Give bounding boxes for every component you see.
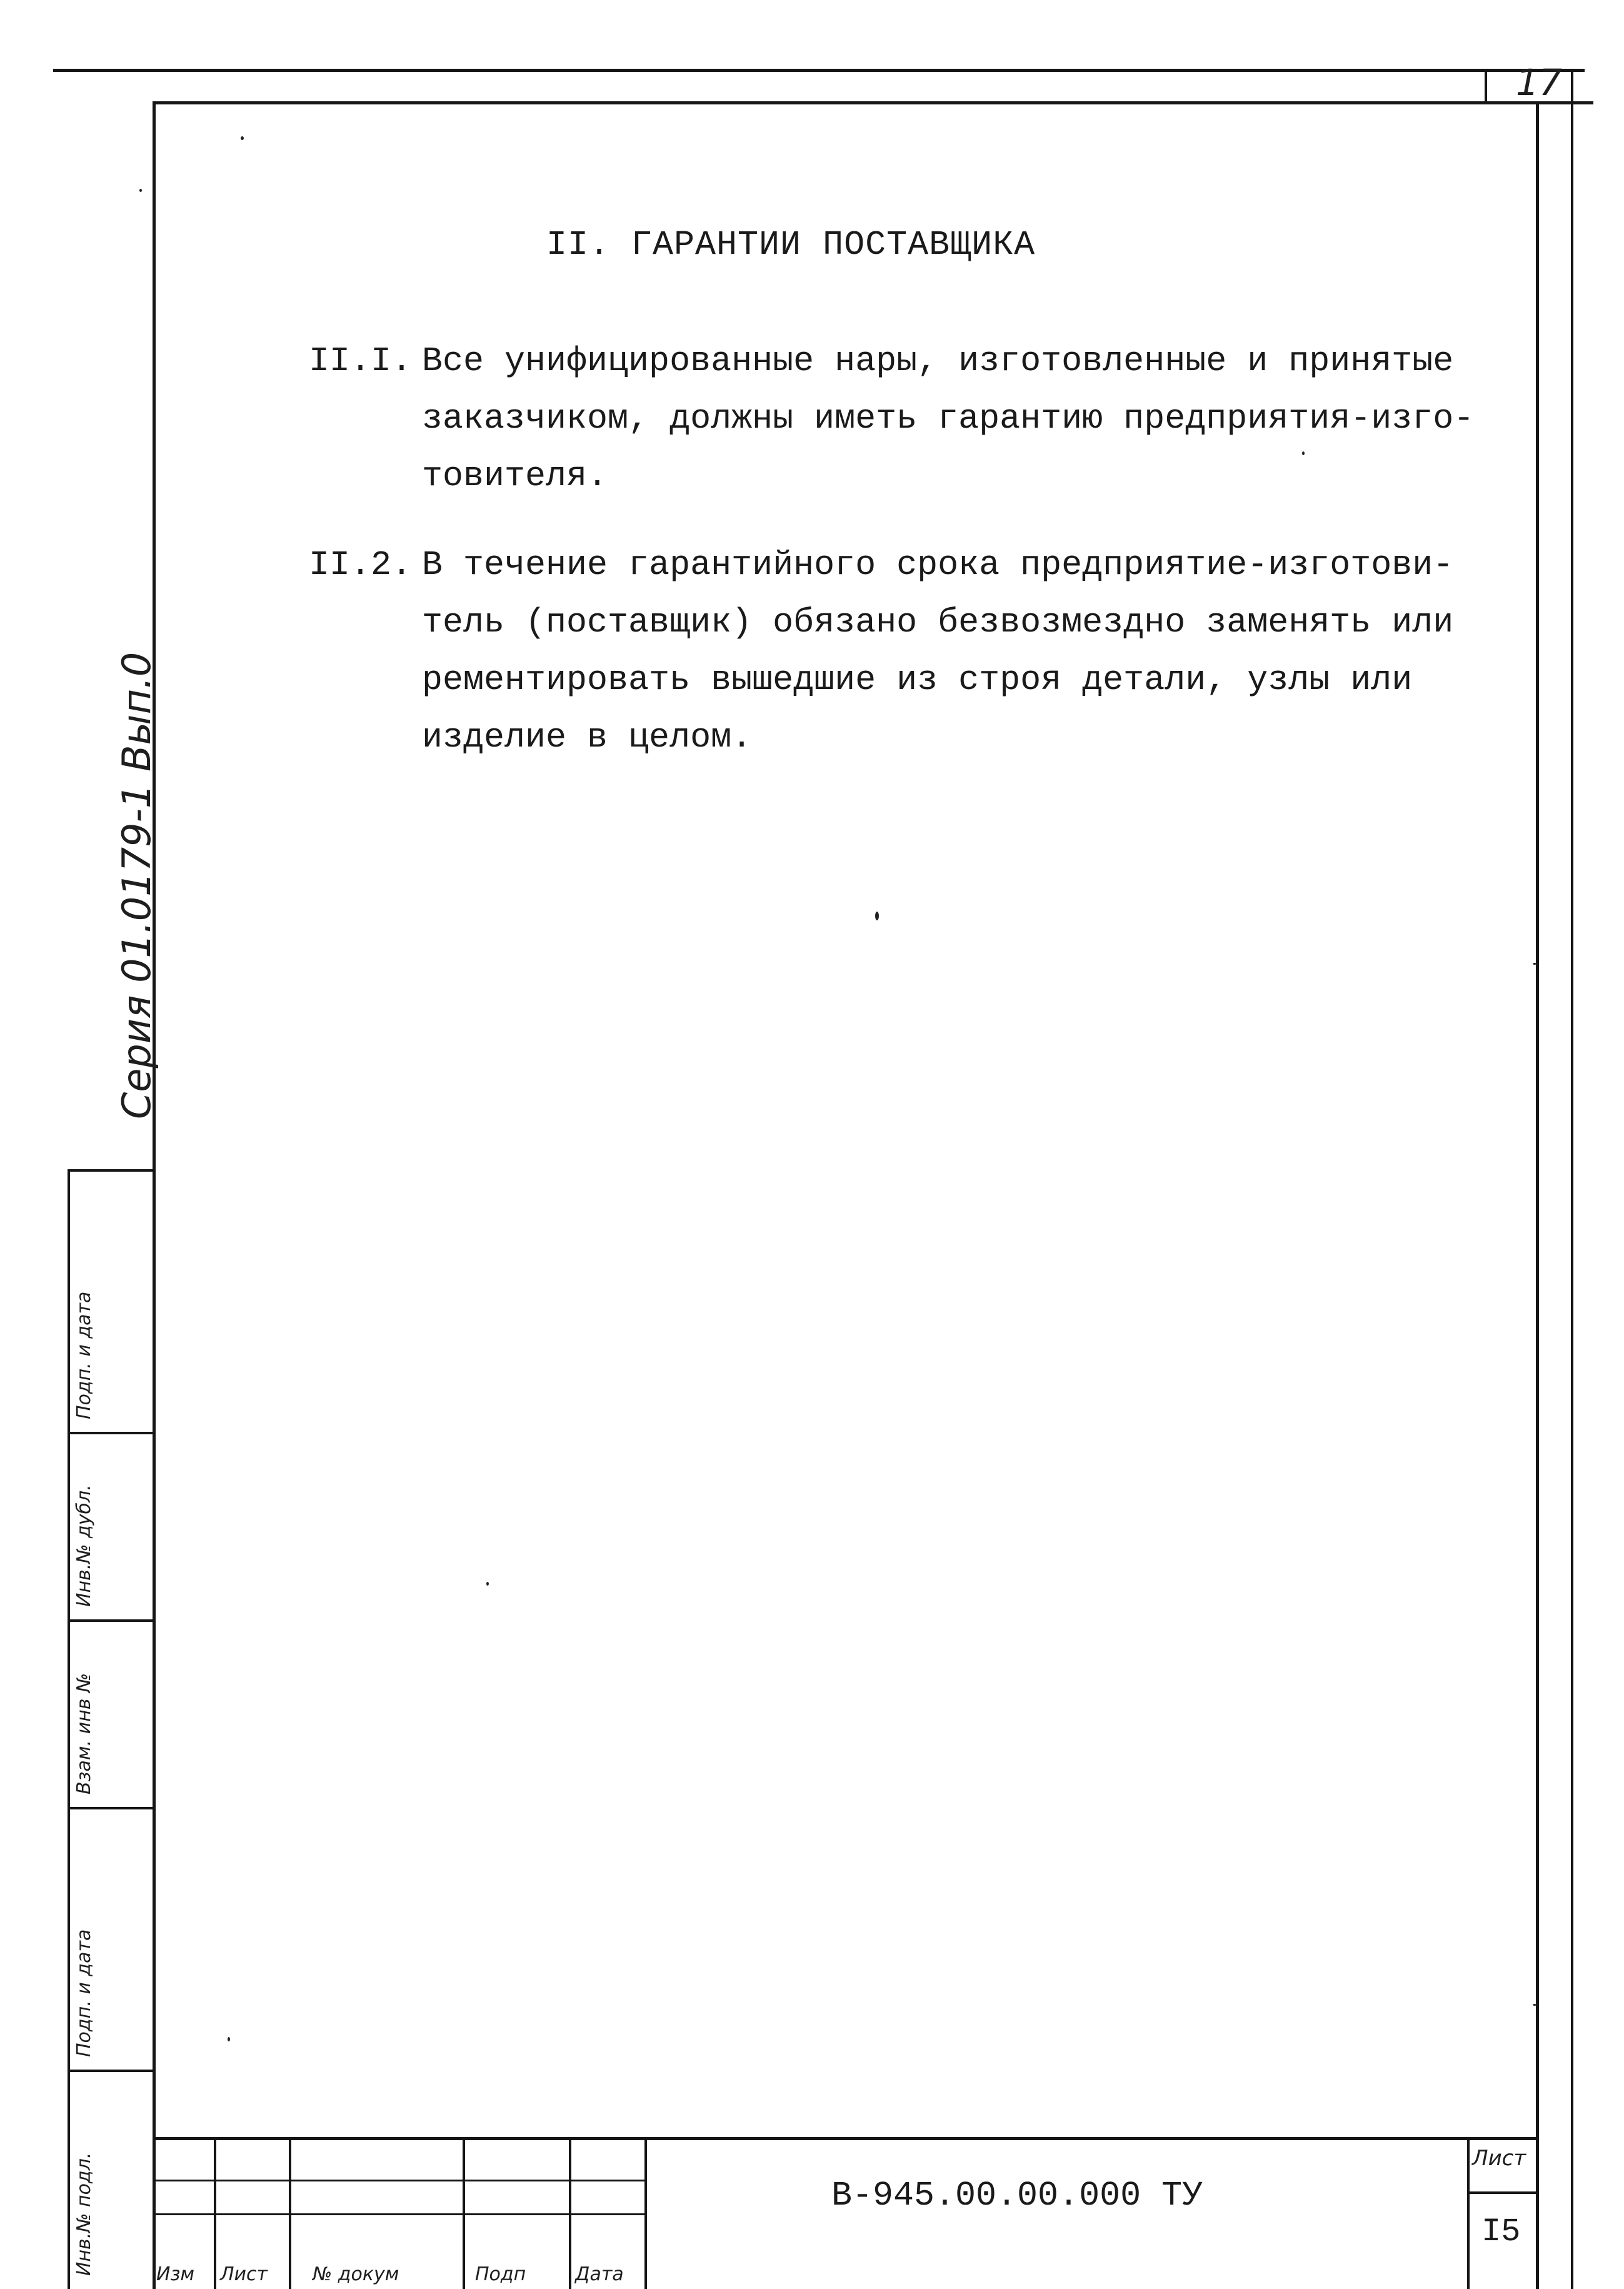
margin-label-original-inventory: Инв.№ подл. — [73, 2152, 95, 2276]
scan-speck — [875, 912, 879, 920]
scan-speck — [139, 189, 142, 192]
document-code: В-945.00.00.000 ТУ — [831, 2176, 1203, 2215]
sheet-label: Лист — [1472, 2146, 1526, 2171]
margin-box-divider — [68, 2070, 155, 2072]
margin-box-divider — [68, 1432, 155, 1434]
title-block-row-line — [153, 2180, 646, 2181]
frame-left-line — [153, 101, 156, 2289]
scan-speck — [241, 136, 244, 140]
title-block-column-line — [644, 2137, 647, 2289]
paragraph-line: В течение гарантийного срока предприятие-изготови- — [422, 545, 1454, 585]
title-block-label-change: Изм — [156, 2263, 195, 2285]
title-block-row-line — [1467, 2191, 1538, 2194]
paragraph-line: Все унифицированные нары, изготовленные и принятые — [422, 341, 1454, 381]
margin-box-divider — [68, 1169, 155, 1172]
scan-speck — [1533, 2004, 1536, 2006]
paragraph-number: II.2. — [309, 545, 413, 585]
frame-right-line — [1536, 101, 1539, 2289]
paragraph-line: товителя. — [422, 456, 608, 496]
section-title: II. ГАРАНТИИ ПОСТАВЩИКА — [546, 225, 1036, 264]
title-block-label-sheet: Лист — [220, 2263, 268, 2285]
frame-top-line — [153, 101, 1593, 104]
scan-speck — [486, 1582, 489, 1586]
paragraph-line: тель (поставщик) обязано безвозмездно заменять или — [422, 603, 1454, 642]
title-block-column-line — [289, 2137, 291, 2289]
margin-box-divider — [68, 1807, 155, 1809]
corner-box-left-line — [1485, 69, 1487, 104]
margin-label-dup-inventory: Инв.№ дубл. — [73, 1484, 95, 1607]
paragraph-line: рементировать вышедшие из строя детали, узлы или — [422, 660, 1413, 700]
title-block-column-line — [214, 2137, 216, 2289]
margin-label-replace-inventory: Взам. инв № — [73, 1673, 95, 1794]
scan-speck — [228, 2037, 230, 2041]
margin-box-divider — [68, 1619, 155, 1622]
title-block-label-signature: Подп — [475, 2263, 526, 2285]
title-block-column-line — [463, 2137, 465, 2289]
scan-speck — [1302, 451, 1305, 455]
margin-box-outer-left — [68, 1169, 70, 2289]
title-block-label-doc-number: № докум — [313, 2263, 399, 2285]
margin-label-sign-date-2: Подп. и дата — [73, 1929, 95, 2057]
corner-sheet-number: 17 — [1516, 61, 1562, 104]
paragraph-number: II.I. — [309, 341, 413, 381]
title-block-label-date: Дата — [575, 2263, 624, 2285]
title-block-column-line — [1467, 2137, 1470, 2289]
paragraph-line: заказчиком, должны иметь гарантию предприятия-изго- — [422, 399, 1475, 438]
paragraph-line: изделие в целом. — [422, 718, 753, 757]
title-block-column-line — [569, 2137, 571, 2289]
sheet-value: I5 — [1481, 2213, 1521, 2250]
series-label: Серия 01.0179-1 Вып.0 — [114, 651, 159, 1119]
margin-label-sign-date: Подп. и дата — [73, 1291, 95, 1419]
title-block-top-line — [153, 2137, 1538, 2140]
scan-speck — [1533, 963, 1536, 965]
top-edge-line — [53, 69, 1585, 72]
title-block-row-line — [153, 2213, 646, 2215]
corner-box-right-line — [1571, 69, 1573, 2289]
